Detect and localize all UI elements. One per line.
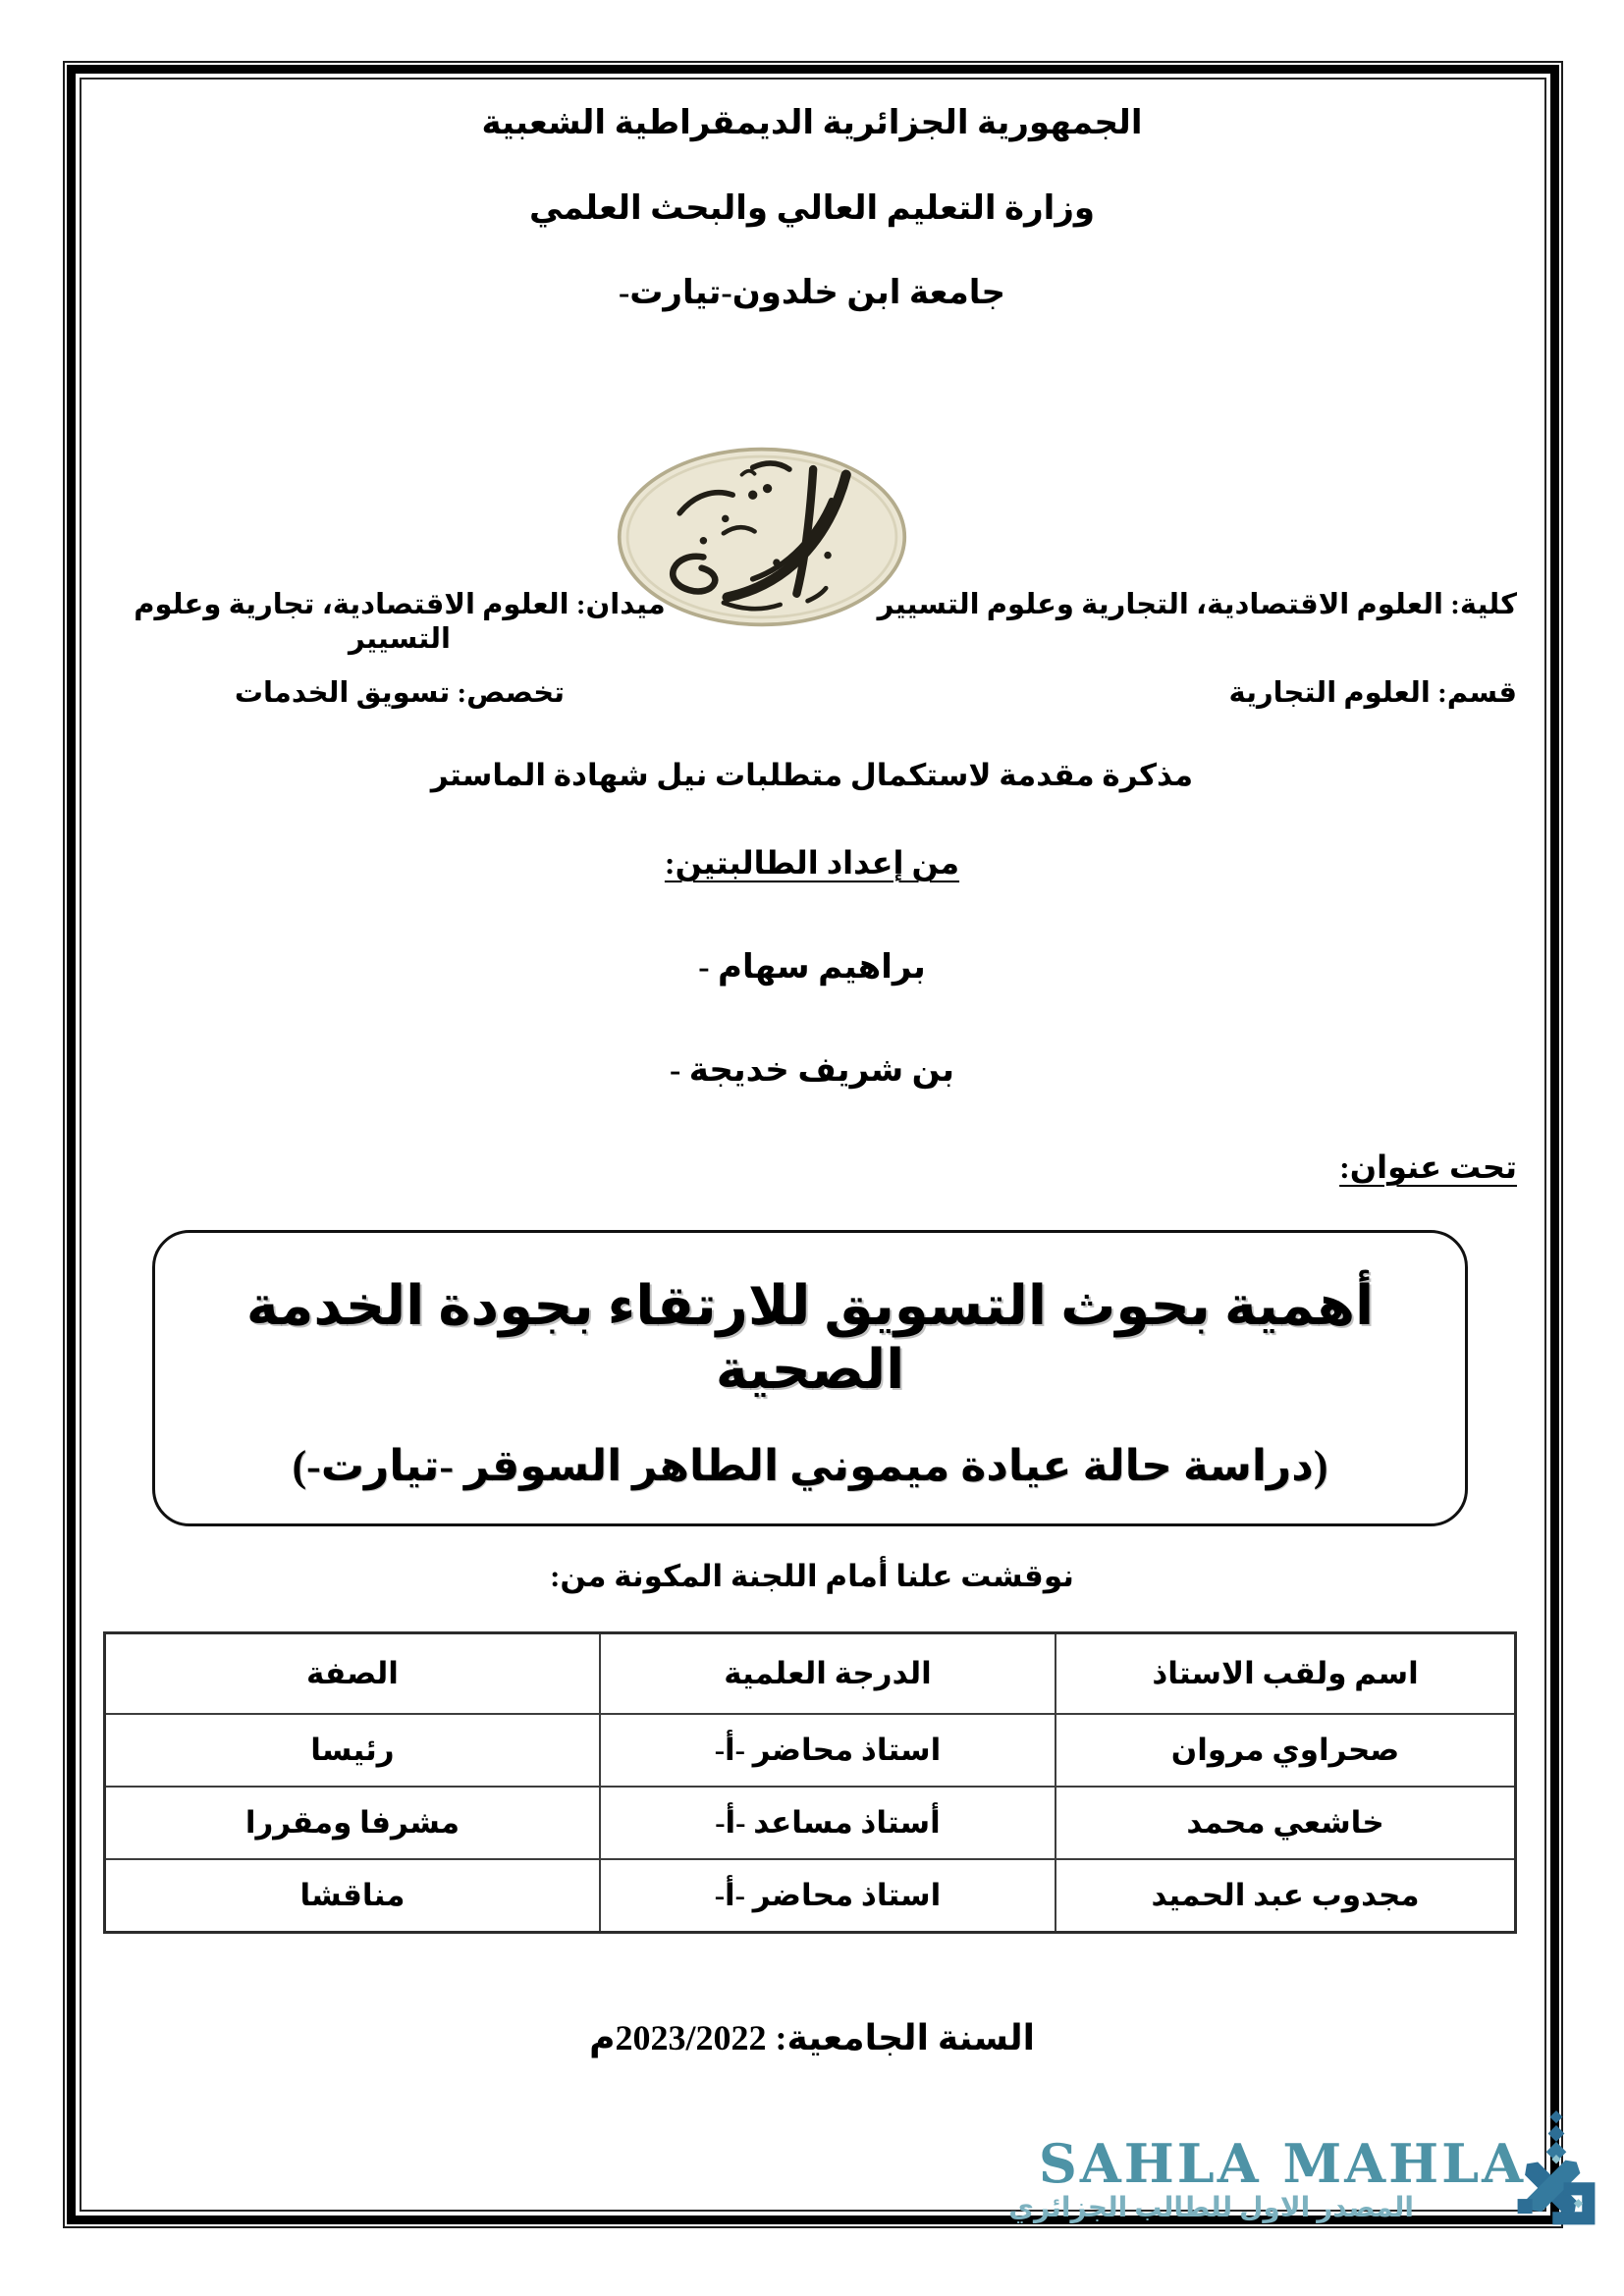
- header-role: الصفة: [105, 1633, 600, 1715]
- student-name-2: - بن شريف خديجة: [669, 1052, 955, 1089]
- role: مشرفا ومقررا: [105, 1787, 600, 1859]
- professor-name: مجدوب عبد الحميد: [1056, 1859, 1515, 1933]
- department-line: قسم: العلوم التجارية: [1228, 677, 1517, 709]
- watermark-brand-text: SAHLA MAHLA: [1038, 2132, 1526, 2195]
- thesis-subtitle: (دراسة حالة عيادة ميموني الطاهر السوقر -تيارت-): [292, 1442, 1328, 1490]
- table-row: [105, 1859, 1516, 1933]
- watermark-glyph-shapes: [1518, 2110, 1596, 2224]
- watermark-tagline-text: المصدر الاول للطالب الجزائري: [1008, 2193, 1414, 2223]
- prepared-by-text: من إعداد الطالبتين:: [664, 845, 960, 881]
- field-line: ميدان: العلوم الاقتصادية، تجارية وعلوم التسيير: [134, 589, 666, 655]
- table-row: [105, 1787, 1516, 1859]
- committee-table: [103, 1631, 1517, 1934]
- watermark-calligraphy-icon: [1510, 2110, 1602, 2230]
- republic-title: الجمهورية الجزائرية الديمقراطية الشعبية: [481, 105, 1143, 141]
- role: مناقشا: [105, 1859, 600, 1933]
- professor-name: صحراوي مروان: [1056, 1714, 1515, 1787]
- academic-year-line: السنة الجامعية: 2023/2022م: [589, 2018, 1035, 2057]
- professor-name: خاشعي محمد: [1056, 1787, 1515, 1859]
- header-academic-degree: الدرجة العلمية: [600, 1633, 1056, 1715]
- academic-degree: أستاذ مساعد -أ-: [600, 1787, 1056, 1859]
- student-name-1: - براهيم سهام: [698, 949, 926, 986]
- role: رئيسا: [105, 1714, 600, 1787]
- prepared-by-label: [0, 844, 1624, 881]
- memo-intro-line: مذكرة مقدمة لاستكمال متطلبات نيل شهادة الماستر: [430, 758, 1194, 792]
- specialty-line: تخصص: تسويق الخدمات: [234, 677, 566, 709]
- academic-degree: استاذ محاضر -أ-: [600, 1859, 1056, 1933]
- academic-degree: استاذ محاضر -أ-: [600, 1714, 1056, 1787]
- faculty-line: كلية: العلوم الاقتصادية، التجارية وعلوم التسيير: [877, 589, 1517, 620]
- committee-header-row: [105, 1633, 1516, 1715]
- thesis-title: أهمية بحوث التسويق للارتقاء بجودة الخدمة الصحية: [245, 1276, 1375, 1401]
- table-row: [105, 1714, 1516, 1787]
- committee-intro-line: نوقشت علنا أمام اللجنة المكونة من:: [550, 1559, 1074, 1593]
- under-title-text: تحت عنوان:: [1339, 1149, 1517, 1185]
- under-title-label: [1339, 1148, 1517, 1186]
- thesis-title-box: [152, 1230, 1468, 1526]
- university-name: جامعة ابن خلدون-تيارت-: [618, 275, 1006, 311]
- ministry-title: وزارة التعليم العالي والبحث العلمي: [528, 190, 1096, 227]
- header-professor-name: اسم ولقب الاستاذ: [1056, 1633, 1515, 1715]
